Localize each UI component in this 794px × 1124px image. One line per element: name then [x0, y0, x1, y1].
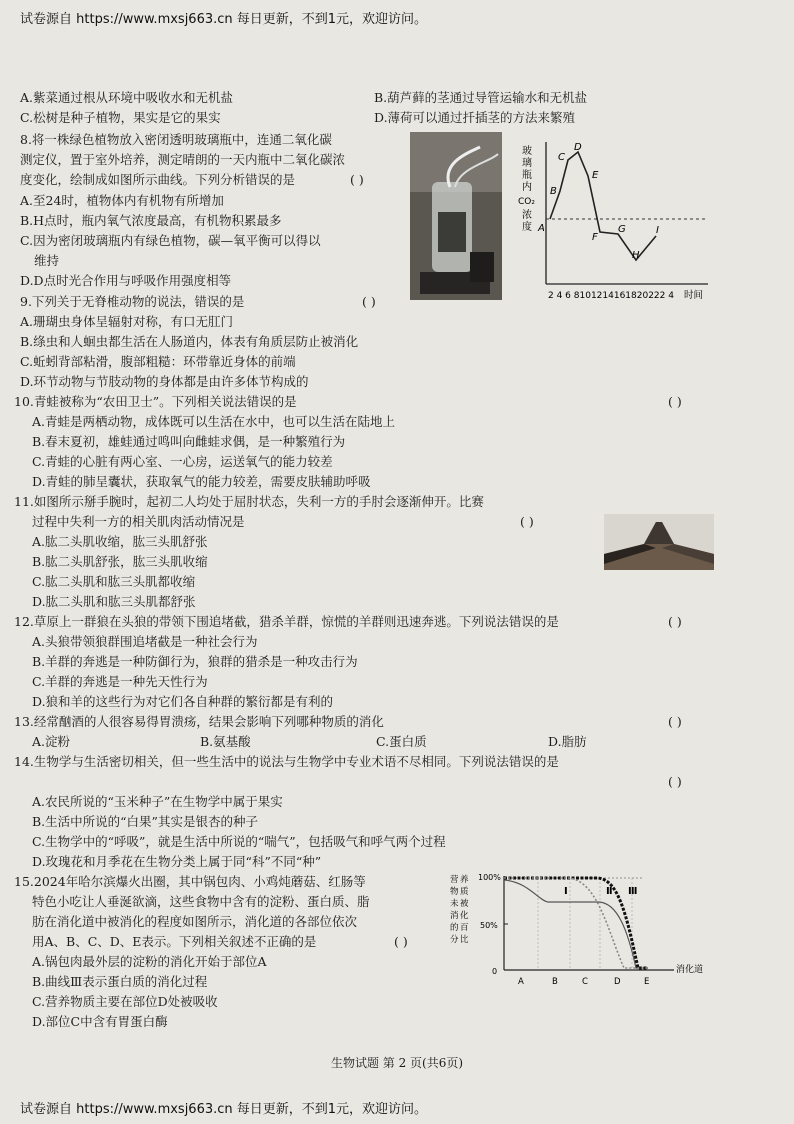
q8-option-c-line2: 维持: [34, 253, 60, 268]
q9-stem: 9.下列关于无脊椎动物的说法，错误的是: [20, 294, 245, 309]
q15-ylabel-char: 未: [450, 899, 459, 909]
q8-option-a: A.至24时，植物体内有机物有所增加: [20, 193, 224, 208]
q15-xtick-d: D: [614, 977, 621, 987]
q12-stem: 12.草原上一群狼在头狼的带领下围追堵截，猎杀羊群，惊慌的羊群则迅速奔逃。下列说法错误的是: [14, 614, 559, 629]
q15-curve-2: [504, 878, 648, 968]
q15-option-d: D.部位C中含有胃蛋白酶: [32, 1014, 168, 1029]
q15-ylabel-char: 被: [460, 899, 469, 909]
q15-ylabel-char: 消: [450, 911, 459, 921]
q14-answer-paren: ( ): [668, 774, 682, 789]
q15-ylabel-char: 比: [460, 935, 469, 945]
q13-option-b: B.氨基酸: [200, 734, 251, 749]
q13-option-c: C.蛋白质: [376, 734, 427, 749]
q8-curve: [550, 152, 656, 260]
q10-answer-paren: ( ): [668, 394, 682, 409]
q8-stem-line2: 测定仪，置于室外培养，测定晴朗的一天内瓶中二氧化碳浓: [20, 152, 346, 167]
q12-answer-paren: ( ): [668, 614, 682, 629]
q13-option-d: D.脂肪: [548, 734, 587, 749]
q15-ylabel-char: 养: [460, 875, 469, 885]
q15-curve-1: [504, 880, 648, 968]
q8-ylabel-char: CO₂: [518, 197, 535, 207]
q13-answer-paren: ( ): [668, 714, 682, 729]
q8-stem-line1: 8.将一株绿色植物放入密闭透明玻璃瓶中，连通二氧化碳: [20, 132, 332, 147]
q15-series-3: Ⅲ: [628, 886, 638, 897]
q14-stem: 14.生物学与生活密切相关，但一些生活中的说法与生物学中专业术语不尽相同。下列说法错误的是: [14, 754, 559, 769]
q7-option-d: D.薄荷可以通过扦插茎的方法来繁殖: [374, 110, 576, 125]
q15-xtick-a: A: [518, 977, 524, 987]
q15-ylabel-char: 百: [460, 923, 469, 933]
q8-point-e: E: [592, 170, 599, 181]
q10-option-c: C.青蛙的心脏有两心室、一心房，运送氧气的能力较差: [32, 454, 333, 469]
q14-option-b: B.生活中所说的“白果”其实是银杏的种子: [32, 814, 258, 829]
q10-stem: 10.青蛙被称为“农田卫士”。下列相关说法错误的是: [14, 394, 297, 409]
q14-option-a: A.农民所说的“玉米种子”在生物学中属于果实: [32, 794, 283, 809]
page-footer: 生物试题 第 2 页(共6页): [330, 1056, 464, 1070]
q15-answer-paren: ( ): [394, 934, 408, 949]
q15-ylabel-char: 物: [450, 887, 459, 897]
q9-option-b: B.绦虫和人蛔虫都生活在人肠道内，体表有角质层防止被消化: [20, 334, 359, 349]
q8-point-i: I: [656, 225, 659, 236]
q15-ylabel-char: 营: [450, 875, 459, 885]
q15-xtick-c: C: [582, 977, 588, 987]
q8-ylabel-char: 内: [522, 182, 532, 193]
q8-option-c-line1: C.因为密闭玻璃瓶内有绿色植物，碳—氧平衡可以得以: [20, 233, 321, 248]
q8-option-b: B.H点时，瓶内氧气浓度最高，有机物积累最多: [20, 213, 282, 228]
q15-stem-line4: 用A、B、C、D、E表示。下列相关叙述不正确的是: [32, 934, 317, 949]
q15-ylabel-char: 质: [460, 887, 469, 897]
q11-answer-paren: ( ): [520, 514, 534, 529]
q15-stem-line3: 肪在消化道中被消化的程度如图所示，消化道的各部位依次: [32, 914, 358, 929]
q11-arm-wrestling-photo: [604, 514, 714, 570]
q7-option-c: C.松树是种子植物，果实是它的果实: [20, 110, 221, 125]
q15-stem-line1: 15.2024年哈尔滨爆火出圈，其中锅包肉、小鸡炖蘑菇、红肠等: [14, 874, 366, 889]
q15-ylabel: [450, 874, 469, 945]
q9-answer-paren: ( ): [362, 294, 376, 309]
q13-stem: 13.经常酗酒的人很容易得胃溃疡，结果会影响下列哪种物质的消化: [14, 714, 384, 729]
q8-point-g: G: [618, 224, 626, 235]
q8-point-c: C: [558, 152, 565, 163]
q11-option-d: D.肱二头肌和肱三头肌都舒张: [32, 594, 196, 609]
q8-answer-paren: ( ): [350, 172, 364, 187]
q10-option-b: B.春末夏初，雄蛙通过鸣叫向雌蛙求偶，是一种繁殖行为: [32, 434, 346, 449]
q8-ylabel-char: 玻: [522, 146, 532, 157]
q14-option-c: C.生物学中的“呼吸”，就是生活中所说的“喘气”，包括吸气和呼气两个过程: [32, 834, 446, 849]
q11-option-b: B.肱二头肌舒张，肱三头肌收缩: [32, 554, 208, 569]
q8-ylabel-char: 璃: [522, 158, 532, 169]
q15-option-c: C.营养物质主要在部位D处被吸收: [32, 994, 218, 1009]
q15-x-label: 消化道: [676, 965, 704, 975]
bottom-banner: 试卷源自 https://www.mxsj663.cn 每日更新，不到1元，欢迎访问。: [20, 1102, 428, 1117]
q15-ytick-0: 0: [492, 967, 498, 976]
q9-option-d: D.环节动物与节肢动物的身体都是由许多体节构成的: [20, 374, 309, 389]
q15-ytick-100: 100%: [478, 873, 501, 882]
q7-option-b: B.葫芦藓的茎通过导管运输水和无机盐: [374, 90, 588, 105]
q14-option-d: D.玫瑰花和月季花在生物分类上属于同“科”不同“种”: [32, 854, 322, 869]
q8-ylabel-char: 浓: [522, 210, 532, 221]
q8-point-b: B: [550, 186, 557, 197]
q8-point-f: F: [592, 232, 598, 243]
q11-option-a: A.肱二头肌收缩，肱三头肌舒张: [32, 534, 208, 549]
q8-ylabel-char: 度: [522, 222, 532, 233]
q15-series-1: Ⅰ: [564, 886, 568, 897]
q8-ylabel: [518, 144, 535, 233]
q12-option-c: C.羊群的奔逃是一种先天性行为: [32, 674, 208, 689]
q12-option-d: D.狼和羊的这些行为对它们各自种群的繁衍都是有利的: [32, 694, 334, 709]
q9-option-c: C.蚯蚓背部粘滑，腹部粗糙：环带靠近身体的前端: [20, 354, 296, 369]
q15-stem-line2: 特色小吃让人垂涎欲滴，这些食物中含有的淀粉、蛋白质、脂: [32, 894, 370, 909]
q8-co2-chart: [508, 136, 720, 306]
q15-ylabel-char: 的: [450, 923, 459, 933]
q7-option-a: A.紫菜通过根从环境中吸收水和无机盐: [20, 90, 234, 105]
q15-ytick-50: 50%: [480, 921, 498, 930]
q8-point-d: D: [574, 142, 582, 153]
q8-x-label: 时间: [684, 290, 704, 301]
q11-stem-line1: 11.如图所示掰手腕时，起初二人均处于屈肘状态，失利一方的手肘会逐渐伸开。比赛: [14, 494, 484, 509]
q13-option-a: A.淀粉: [32, 734, 71, 749]
q8-point-h: H: [632, 250, 640, 261]
q8-x-ticks: 2 4 6 8101214161820222 4: [548, 291, 674, 301]
q15-xtick-b: B: [552, 977, 558, 987]
q8-point-a: A: [538, 223, 545, 234]
q15-option-a: A.锅包肉最外层的淀粉的消化开始于部位A: [32, 954, 267, 969]
q15-digestion-chart: [448, 872, 716, 992]
q10-option-a: A.青蛙是两栖动物，成体既可以生活在水中，也可以生活在陆地上: [32, 414, 396, 429]
q8-stem-line3: 度变化，绘制成如图所示曲线。下列分析错误的是: [20, 172, 296, 187]
q12-option-b: B.羊群的奔逃是一种防御行为，狼群的猎杀是一种攻击行为: [32, 654, 358, 669]
q10-option-d: D.青蛙的肺呈囊状，获取氧气的能力较差，需要皮肤辅助呼吸: [32, 474, 371, 489]
q11-option-c: C.肱二头肌和肱三头肌都收缩: [32, 574, 196, 589]
q15-option-b: B.曲线Ⅲ表示蛋白质的消化过程: [32, 974, 208, 989]
q8-experiment-photo: [410, 132, 502, 300]
top-banner: 试卷源自 https://www.mxsj663.cn 每日更新，不到1元，欢迎访问。: [20, 12, 428, 27]
q11-stem-line2: 过程中失利一方的相关肌肉活动情况是: [32, 514, 245, 529]
q15-series-2: Ⅱ: [606, 886, 613, 897]
q9-option-a: A.珊瑚虫身体呈辐射对称，有口无肛门: [20, 314, 234, 329]
q15-xtick-e: E: [644, 977, 650, 987]
q15-ylabel-char: 分: [450, 935, 459, 945]
q12-option-a: A.头狼带领狼群围追堵截是一种社会行为: [32, 634, 258, 649]
q8-ylabel-char: 瓶: [522, 170, 532, 181]
q15-ylabel-char: 化: [460, 911, 469, 921]
q8-option-d: D.D点时光合作用与呼吸作用强度相等: [20, 273, 232, 288]
